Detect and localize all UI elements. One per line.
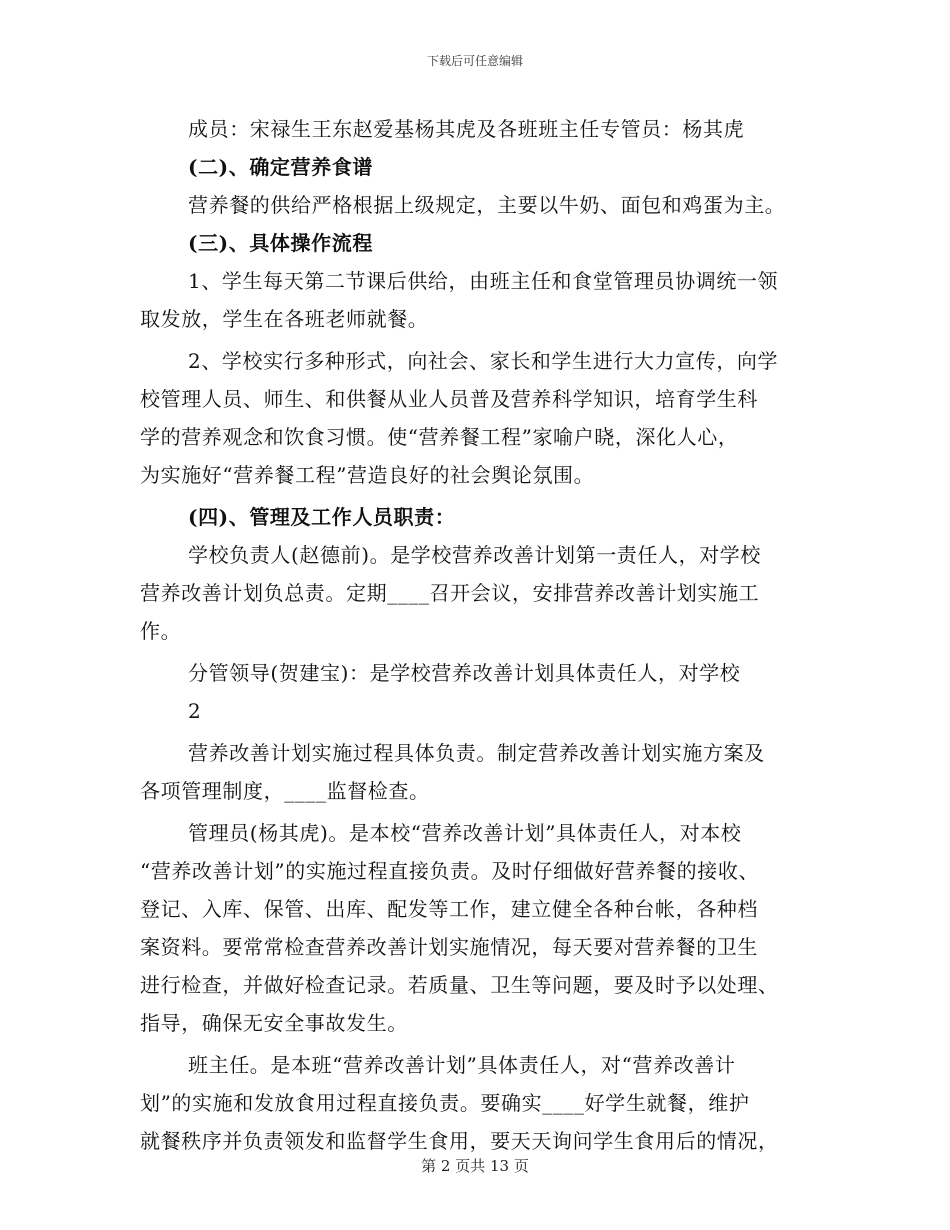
page-header: 下载后可任意编辑 xyxy=(426,54,523,68)
text-line: 划”的实施和发放食用过程直接负责。要确实____好学生就餐，维护 xyxy=(140,1091,750,1115)
text-line: 校管理人员、师生、和供餐从业人员普及营养科学知识，培育学生科 xyxy=(140,387,758,411)
text-line: 案资料。要常常检查营养改善计划实施情况，每天要对营养餐的卫生 xyxy=(140,935,758,959)
text-line: 各项管理制度，____监督检查。 xyxy=(140,779,430,803)
document-body xyxy=(140,110,820,1160)
text-line: 为实施好“营养餐工程”营造良好的社会舆论氛围。 xyxy=(140,463,595,487)
text-line: 指导，确保无安全事故发生。 xyxy=(140,1011,408,1035)
text-line: 营养餐的供给严格根据上级规定，主要以牛奶、面包和鸡蛋为主。 xyxy=(188,193,786,217)
text-line: “营养改善计划”的实施过程直接负责。及时仔细做好营养餐的接收、 xyxy=(140,859,760,883)
text-line: 2、学校实行多种形式，向社会、家长和学生进行大力宣传，向学 xyxy=(188,349,779,373)
text-line: 营养改善计划实施过程具体负责。制定营养改善计划实施方案及 xyxy=(188,741,765,765)
text-line: 分管领导(贺建宝)：是学校营养改善计划具体责任人，对学校 xyxy=(188,661,741,685)
page-footer: 第 2 页共 13 页 xyxy=(421,1157,529,1175)
text-line: 成员：宋禄生王东赵爱基杨其虎及各班班主任专管员：杨其虎 xyxy=(188,117,745,141)
section-heading: (四)、管理及工作人员职责： xyxy=(188,505,456,529)
text-line: 取发放，学生在各班老师就餐。 xyxy=(140,307,429,331)
text-line: 管理员(杨其虎)。是本校“营养改善计划”具体责任人，对本校 xyxy=(188,821,742,845)
text-line: 学校负责人(赵德前)。是学校营养改善计划第一责任人，对学校 xyxy=(188,543,762,567)
text-line: 营养改善计划负总责。定期____召开会议，安排营养改善计划实施工 xyxy=(140,581,760,605)
text-line: 作。 xyxy=(140,619,182,643)
text-line: 学的营养观念和饮食习惯。使“营养餐工程”家喻户晓，深化人心， xyxy=(140,425,739,449)
text-line: 2 xyxy=(188,699,202,723)
text-line: 登记、入库、保管、出库、配发等工作，建立健全各种台帐，各种档 xyxy=(140,897,758,921)
text-line: 就餐秩序并负责领发和监督学生食用，要天天询问学生食用后的情况， xyxy=(140,1129,779,1153)
section-heading: (二)、确定营养食谱 xyxy=(188,155,373,179)
section-heading: (三)、具体操作流程 xyxy=(188,231,373,255)
text-line: 班主任。是本班“营养改善计划”具体责任人，对“营养改善计 xyxy=(188,1053,736,1077)
text-line: 1、学生每天第二节课后供给，由班主任和食堂管理员协调统一领 xyxy=(188,269,779,293)
text-line: 进行检查，并做好检查记录。若质量、卫生等问题，要及时予以处理、 xyxy=(140,973,779,997)
